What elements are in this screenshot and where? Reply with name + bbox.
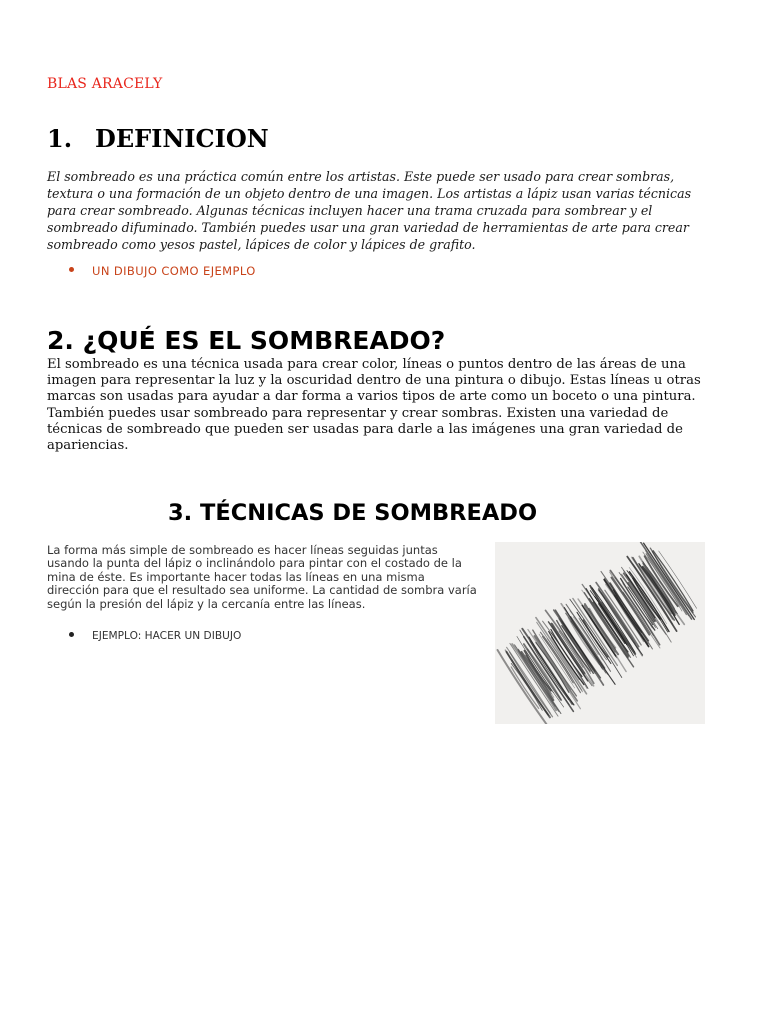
section1-title: DEFINICION (95, 124, 269, 153)
pencil-shading-strokes (495, 542, 705, 724)
section1-number: 1. (47, 124, 73, 153)
section2-heading: 2. ¿QUÉ ES EL SOMBREADO? (47, 326, 446, 355)
section3-bullet-text: EJEMPLO: HACER UN DIBUJO (92, 630, 242, 642)
pencil-shading-sketch-image (495, 542, 705, 724)
section1-bullet-text: UN DIBUJO COMO EJEMPLO (92, 264, 256, 278)
bullet-dot-icon (69, 267, 74, 272)
author-name: BLAS ARACELY (47, 76, 163, 92)
section2-paragraph: El sombreado es una técnica usada para crear color, líneas o puntos dentro de las áreas de una imagen para representar la luz y la oscuridad dentro de una pintura o dibujo. Estas líneas u otras marcas son usadas para ayudar a dar forma a varios tipos de arte como un boceto o una pintura. También puedes usar sombreado para representar y crear sombras. Existen una variedad de técnicas de sombreado que pueden ser usadas para darle a las imágenes una gran variedad de apariencias. (47, 357, 701, 454)
section3-paragraph: La forma más simple de sombreado es hacer líneas seguidas juntas usando la punta del lápiz o inclinándolo para pintar con el costado de la mina de éste. Es importante hacer todas las líneas en una misma dirección para que el resultado sea uniforme. La cantidad de sombra varía según la presión del lápiz y la cercanía entre las líneas. (47, 543, 477, 611)
section3-bullet (69, 630, 241, 642)
section3-heading: 3. TÉCNICAS DE SOMBREADO (168, 500, 538, 526)
section1-bullet (69, 264, 256, 278)
section1-heading (47, 124, 269, 153)
section1-paragraph: El sombreado es una práctica común entre los artistas. Este puede ser usado para crear sombras, textura o una formación de un objeto dentro de una imagen. Los artistas a lápiz usan varias técnicas para crear sombreado. Algunas técnicas incluyen hacer una trama cruzada para sombrear y el sombreado difuminado. También puedes usar una gran variedad de herramientas de arte para crear sombreado como yesos pastel, lápices de color y lápices de grafito. (47, 169, 692, 253)
bullet-dot-icon (69, 632, 74, 637)
